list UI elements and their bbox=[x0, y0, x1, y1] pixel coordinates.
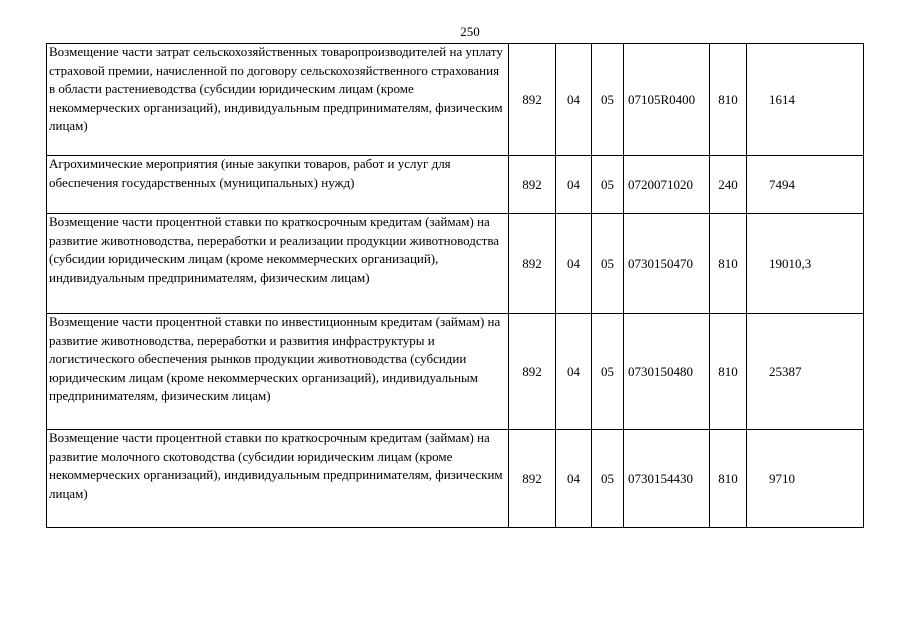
target-article-code: 0730150480 bbox=[624, 314, 710, 430]
row-description: Агрохимические мероприятия (иные закупки товаров, работ и услуг для обеспечения государственных (муниципальных) нужд) bbox=[47, 156, 509, 214]
section-code: 04 bbox=[556, 44, 592, 156]
ministry-code: 892 bbox=[509, 314, 556, 430]
amount-value: 1614 bbox=[747, 44, 864, 156]
expense-type-code: 810 bbox=[710, 44, 747, 156]
amount-value: 7494 bbox=[747, 156, 864, 214]
subsection-code: 05 bbox=[592, 214, 624, 314]
ministry-code: 892 bbox=[509, 44, 556, 156]
table-row bbox=[47, 44, 864, 156]
table-row bbox=[47, 214, 864, 314]
ministry-code: 892 bbox=[509, 214, 556, 314]
amount-value: 19010,3 bbox=[747, 214, 864, 314]
target-article-code: 0730154430 bbox=[624, 430, 710, 528]
budget-table bbox=[46, 43, 864, 528]
row-description: Возмещение части затрат сельскохозяйственных товаропроизводителей на уплату страховой премии, начисленной по договору сельскохозяйственного страхования в области растениеводства (субсидии юридическим лицам (кроме некоммерческих организаций), индивидуальным предпринимателям, физическим лицам) bbox=[47, 44, 509, 156]
subsection-code: 05 bbox=[592, 156, 624, 214]
subsection-code: 05 bbox=[592, 314, 624, 430]
expense-type-code: 240 bbox=[710, 156, 747, 214]
section-code: 04 bbox=[556, 430, 592, 528]
expense-type-code: 810 bbox=[710, 214, 747, 314]
ministry-code: 892 bbox=[509, 430, 556, 528]
row-description: Возмещение части процентной ставки по краткосрочным кредитам (займам) на развитие молочного скотоводства (субсидии юридическим лицам (кроме некоммерческих организаций), индивидуальным предпринимателям, физическим лицам) bbox=[47, 430, 509, 528]
row-description: Возмещение части процентной ставки по краткосрочным кредитам (займам) на развитие животноводства, переработки и реализации продукции животноводства (субсидии юридическим лицам (кроме некоммерческих организаций), индивидуальным предпринимателям, физическим лицам) bbox=[47, 214, 509, 314]
table-row bbox=[47, 314, 864, 430]
section-code: 04 bbox=[556, 156, 592, 214]
row-description: Возмещение части процентной ставки по инвестиционным кредитам (займам) на развитие животноводства, переработки и развития инфраструктуры и логистического обеспечения рынков продукции животноводства (субсидии юридическим лицам (кроме некоммерческих организаций), индивидуальным предпринимателям, физическим лицам) bbox=[47, 314, 509, 430]
subsection-code: 05 bbox=[592, 430, 624, 528]
ministry-code: 892 bbox=[509, 156, 556, 214]
amount-value: 25387 bbox=[747, 314, 864, 430]
expense-type-code: 810 bbox=[710, 314, 747, 430]
target-article-code: 0730150470 bbox=[624, 214, 710, 314]
table-row bbox=[47, 156, 864, 214]
page-number: 250 bbox=[460, 24, 480, 39]
subsection-code: 05 bbox=[592, 44, 624, 156]
target-article-code: 0720071020 bbox=[624, 156, 710, 214]
table-row bbox=[47, 430, 864, 528]
amount-value: 9710 bbox=[747, 430, 864, 528]
section-code: 04 bbox=[556, 314, 592, 430]
target-article-code: 07105R0400 bbox=[624, 44, 710, 156]
expense-type-code: 810 bbox=[710, 430, 747, 528]
section-code: 04 bbox=[556, 214, 592, 314]
